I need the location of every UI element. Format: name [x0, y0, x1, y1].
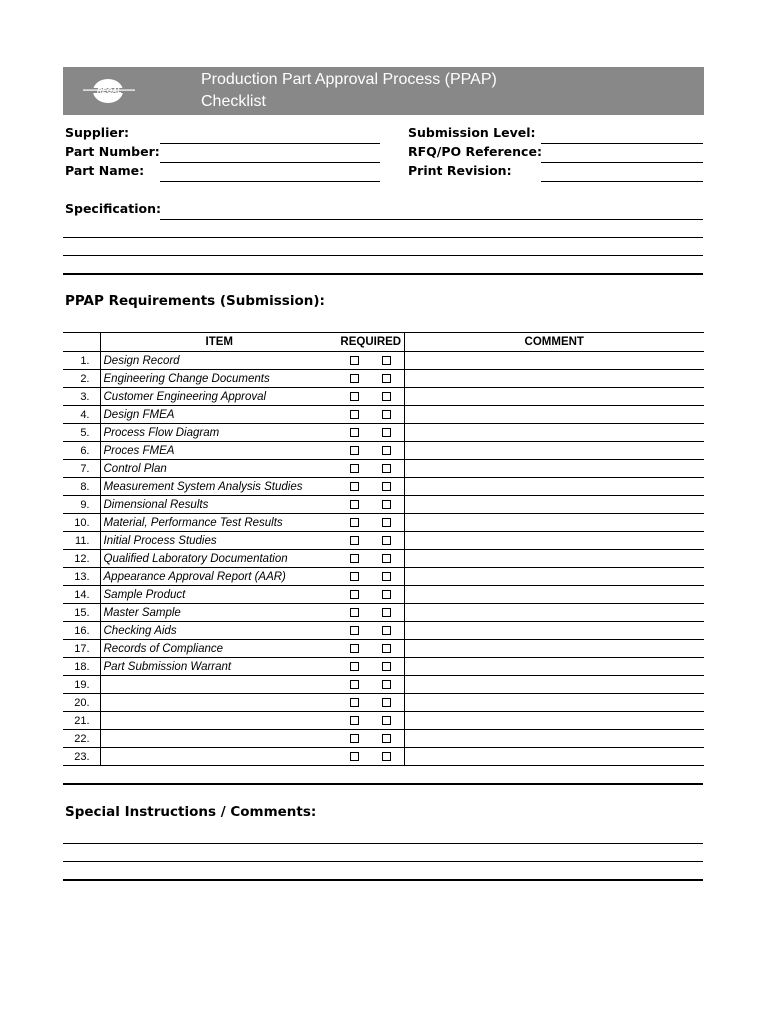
checkbox-icon[interactable]	[382, 716, 391, 725]
table-row	[63, 370, 704, 388]
row-item: Records of Compliance	[100, 640, 338, 658]
checkbox-icon[interactable]	[382, 410, 391, 419]
row-item: Material, Performance Test Results	[100, 514, 338, 532]
checkbox-icon[interactable]	[350, 734, 359, 743]
table-row	[63, 658, 704, 676]
required-cell	[338, 604, 370, 622]
row-number: 20.	[63, 694, 100, 712]
row-number: 1.	[63, 352, 100, 370]
comment-cell[interactable]	[404, 442, 704, 460]
checkbox-icon[interactable]	[350, 392, 359, 401]
row-number: 16.	[63, 622, 100, 640]
comment-cell[interactable]	[404, 514, 704, 532]
checkbox-icon[interactable]	[382, 482, 391, 491]
required-cell	[338, 748, 370, 766]
comment-cell[interactable]	[404, 586, 704, 604]
checkbox-icon[interactable]	[350, 698, 359, 707]
row-number: 12.	[63, 550, 100, 568]
checkbox-icon[interactable]	[382, 626, 391, 635]
comment-cell[interactable]	[404, 478, 704, 496]
num-header	[63, 333, 100, 352]
rfq-po-field[interactable]	[541, 162, 703, 163]
row-item	[100, 676, 338, 694]
checkbox-icon[interactable]	[382, 464, 391, 473]
row-item: Qualified Laboratory Documentation	[100, 550, 338, 568]
comment-cell[interactable]	[404, 460, 704, 478]
comment-cell[interactable]	[404, 496, 704, 514]
print-revision-field[interactable]	[541, 181, 703, 182]
row-item: Appearance Approval Report (AAR)	[100, 568, 338, 586]
comment-cell[interactable]	[404, 676, 704, 694]
title-line-2: Checklist	[201, 93, 266, 110]
checkbox-icon[interactable]	[350, 356, 359, 365]
row-number: 22.	[63, 730, 100, 748]
part-name-label: Part Name:	[65, 163, 145, 178]
comment-cell[interactable]	[404, 748, 704, 766]
required-cell	[370, 586, 404, 604]
checkbox-icon[interactable]	[382, 446, 391, 455]
checkbox-icon[interactable]	[350, 572, 359, 581]
required-cell	[370, 442, 404, 460]
row-number: 15.	[63, 604, 100, 622]
row-item: Sample Product	[100, 586, 338, 604]
row-number: 4.	[63, 406, 100, 424]
row-number: 23.	[63, 748, 100, 766]
table-row	[63, 496, 704, 514]
required-cell	[338, 712, 370, 730]
checkbox-icon[interactable]	[382, 428, 391, 437]
comment-cell[interactable]	[404, 424, 704, 442]
required-cell	[338, 658, 370, 676]
comment-cell[interactable]	[404, 532, 704, 550]
special-instructions-title: Special Instructions / Comments:	[65, 804, 317, 820]
required-cell	[370, 370, 404, 388]
submission-level-label: Submission Level:	[408, 125, 536, 140]
comment-cell[interactable]	[404, 568, 704, 586]
header-banner	[63, 67, 704, 115]
requirements-table	[63, 332, 704, 766]
row-item: Design Record	[100, 352, 338, 370]
required-cell	[370, 550, 404, 568]
table-row	[63, 406, 704, 424]
required-cell	[370, 496, 404, 514]
page-title	[201, 69, 497, 113]
row-item: Customer Engineering Approval	[100, 388, 338, 406]
required-cell	[338, 532, 370, 550]
checkbox-icon[interactable]	[382, 536, 391, 545]
checkbox-icon[interactable]	[350, 518, 359, 527]
print-revision-label: Print Revision:	[408, 163, 512, 178]
special-instructions-line-3[interactable]	[63, 879, 703, 881]
table-row	[63, 622, 704, 640]
checkbox-icon[interactable]	[382, 554, 391, 563]
row-item	[100, 748, 338, 766]
title-line-1: Production Part Approval Process (PPAP)	[201, 71, 497, 88]
supplier-label: Supplier:	[65, 125, 130, 140]
comment-cell[interactable]	[404, 712, 704, 730]
item-header: ITEM	[100, 333, 338, 352]
row-number: 17.	[63, 640, 100, 658]
row-number: 11.	[63, 532, 100, 550]
submission-level-field[interactable]	[541, 143, 703, 144]
row-item: Part Submission Warrant	[100, 658, 338, 676]
comment-cell[interactable]	[404, 622, 704, 640]
required-cell	[338, 460, 370, 478]
checkbox-icon[interactable]	[382, 500, 391, 509]
row-item: Checking Aids	[100, 622, 338, 640]
table-row	[63, 730, 704, 748]
required-cell	[370, 694, 404, 712]
required-cell	[338, 586, 370, 604]
checkbox-icon[interactable]	[350, 536, 359, 545]
row-item: Design FMEA	[100, 406, 338, 424]
checkbox-icon[interactable]	[350, 644, 359, 653]
table-row	[63, 640, 704, 658]
row-item	[100, 712, 338, 730]
row-item: Engineering Change Documents	[100, 370, 338, 388]
row-number: 18.	[63, 658, 100, 676]
table-row	[63, 460, 704, 478]
checkbox-icon[interactable]	[382, 680, 391, 689]
required-cell	[338, 352, 370, 370]
part-name-field[interactable]	[160, 181, 380, 182]
required-cell	[338, 694, 370, 712]
row-number: 6.	[63, 442, 100, 460]
checkbox-icon[interactable]	[382, 662, 391, 671]
checkbox-icon[interactable]	[382, 698, 391, 707]
svg-text:REGAL: REGAL	[97, 88, 122, 95]
row-item: Proces FMEA	[100, 442, 338, 460]
part-number-field[interactable]	[160, 162, 380, 163]
row-number: 3.	[63, 388, 100, 406]
checkbox-icon[interactable]	[382, 644, 391, 653]
checkbox-icon[interactable]	[382, 374, 391, 383]
comment-cell[interactable]	[404, 550, 704, 568]
table-row	[63, 532, 704, 550]
checkbox-icon[interactable]	[350, 428, 359, 437]
required-cell	[338, 442, 370, 460]
specification-label: Specification:	[65, 201, 161, 216]
required-cell	[370, 730, 404, 748]
comment-cell[interactable]	[404, 370, 704, 388]
part-number-label: Part Number:	[65, 144, 160, 159]
comment-header: COMMENT	[404, 333, 704, 352]
required-cell	[338, 622, 370, 640]
required-cell	[338, 568, 370, 586]
required-cell	[370, 460, 404, 478]
required-cell	[370, 388, 404, 406]
checkbox-icon[interactable]	[350, 752, 359, 761]
row-number: 21.	[63, 712, 100, 730]
table-row	[63, 676, 704, 694]
required-cell	[338, 478, 370, 496]
comment-cell[interactable]	[404, 658, 704, 676]
supplier-field[interactable]	[160, 143, 380, 144]
checkbox-icon[interactable]	[350, 626, 359, 635]
table-row	[63, 712, 704, 730]
row-number: 5.	[63, 424, 100, 442]
table-row	[63, 694, 704, 712]
required-header: REQUIRED	[338, 333, 404, 352]
checkbox-icon[interactable]	[350, 608, 359, 617]
required-cell	[370, 712, 404, 730]
checkbox-icon[interactable]	[382, 356, 391, 365]
row-item: Process Flow Diagram	[100, 424, 338, 442]
table-row	[63, 442, 704, 460]
table-row	[63, 388, 704, 406]
requirements-title: PPAP Requirements (Submission):	[65, 293, 325, 309]
row-item: Initial Process Studies	[100, 532, 338, 550]
checkbox-icon[interactable]	[382, 590, 391, 599]
checkbox-icon[interactable]	[382, 734, 391, 743]
required-cell	[370, 658, 404, 676]
special-instructions-line-1[interactable]	[63, 843, 703, 844]
checkbox-icon[interactable]	[350, 464, 359, 473]
required-cell	[338, 676, 370, 694]
checkbox-icon[interactable]	[350, 410, 359, 419]
row-item	[100, 694, 338, 712]
row-item: Control Plan	[100, 460, 338, 478]
comment-cell[interactable]	[404, 406, 704, 424]
checkbox-icon[interactable]	[350, 554, 359, 563]
table-row	[63, 478, 704, 496]
table-row	[63, 568, 704, 586]
required-cell	[338, 550, 370, 568]
checkbox-icon[interactable]	[382, 608, 391, 617]
rfq-po-label: RFQ/PO Reference:	[408, 144, 542, 159]
specification-line-3[interactable]	[63, 255, 703, 256]
checkbox-icon[interactable]	[350, 482, 359, 491]
required-cell	[370, 478, 404, 496]
row-item: Dimensional Results	[100, 496, 338, 514]
required-cell	[338, 496, 370, 514]
checkbox-icon[interactable]	[350, 374, 359, 383]
required-cell	[338, 370, 370, 388]
checkbox-icon[interactable]	[382, 392, 391, 401]
row-number: 10.	[63, 514, 100, 532]
required-cell	[370, 532, 404, 550]
comment-cell[interactable]	[404, 352, 704, 370]
checkbox-icon[interactable]	[350, 662, 359, 671]
table-header-row	[63, 333, 704, 352]
required-cell	[338, 424, 370, 442]
required-cell	[338, 514, 370, 532]
required-cell	[370, 424, 404, 442]
table-row	[63, 748, 704, 766]
checkbox-icon[interactable]	[350, 500, 359, 509]
row-number: 14.	[63, 586, 100, 604]
row-number: 8.	[63, 478, 100, 496]
comment-cell[interactable]	[404, 388, 704, 406]
row-number: 19.	[63, 676, 100, 694]
checkbox-icon[interactable]	[350, 590, 359, 599]
table-row	[63, 586, 704, 604]
specification-field[interactable]	[160, 219, 703, 220]
required-cell	[370, 640, 404, 658]
row-item	[100, 730, 338, 748]
required-cell	[338, 406, 370, 424]
required-cell	[338, 388, 370, 406]
required-cell	[370, 406, 404, 424]
checkbox-icon[interactable]	[382, 752, 391, 761]
checkbox-icon[interactable]	[350, 446, 359, 455]
required-cell	[370, 676, 404, 694]
row-number: 2.	[63, 370, 100, 388]
required-cell	[370, 352, 404, 370]
table-row	[63, 550, 704, 568]
specification-line-2[interactable]	[63, 237, 703, 238]
required-cell	[370, 748, 404, 766]
regal-logo	[81, 77, 136, 105]
required-cell	[370, 568, 404, 586]
table-row	[63, 604, 704, 622]
checkbox-icon[interactable]	[382, 518, 391, 527]
comment-cell[interactable]	[404, 604, 704, 622]
checkbox-icon[interactable]	[382, 572, 391, 581]
row-item: Measurement System Analysis Studies	[100, 478, 338, 496]
row-number: 13.	[63, 568, 100, 586]
required-cell	[338, 730, 370, 748]
checkbox-icon[interactable]	[350, 680, 359, 689]
comment-cell[interactable]	[404, 694, 704, 712]
row-item: Master Sample	[100, 604, 338, 622]
table-row	[63, 514, 704, 532]
required-cell	[370, 622, 404, 640]
comment-cell[interactable]	[404, 730, 704, 748]
table-row	[63, 424, 704, 442]
section-divider-2	[63, 783, 703, 785]
required-cell	[338, 640, 370, 658]
section-divider	[63, 273, 703, 275]
checkbox-icon[interactable]	[350, 716, 359, 725]
row-number: 9.	[63, 496, 100, 514]
comment-cell[interactable]	[404, 640, 704, 658]
required-cell	[370, 604, 404, 622]
special-instructions-line-2[interactable]	[63, 861, 703, 862]
row-number: 7.	[63, 460, 100, 478]
required-cell	[370, 514, 404, 532]
table-row	[63, 352, 704, 370]
